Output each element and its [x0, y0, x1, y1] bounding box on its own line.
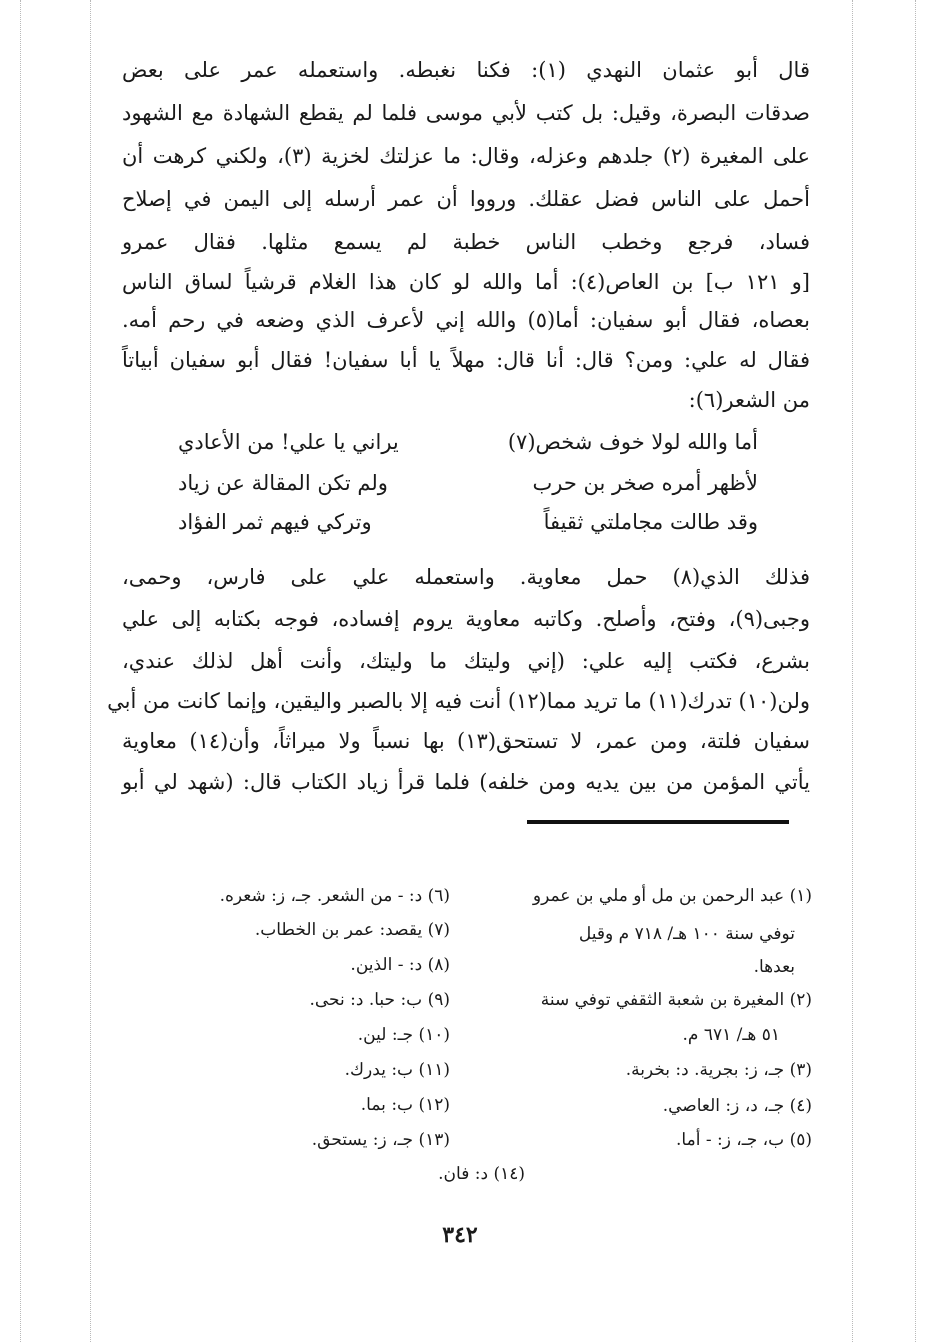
body-line: على المغيرة (٢) جلدهم وعزله، وقال: ما عزلتك لخزية (٣)، ولكني كرهت أن: [122, 144, 810, 168]
body-line: [و ١٢١ ب] بن العاص(٤): أما والله لو كان هذا الغلام قرشياً لساق الناس: [122, 270, 810, 294]
body-line: بعصاه، فقال أبو سفيان: أما(٥) والله إني لأعرف الذي وضعه في رحم أمه.: [122, 308, 810, 332]
verse-right-hemistich: لأظهر أمره صخر بن حرب: [532, 471, 758, 495]
footnote: (٦) د: - من الشعر. جـ، ز: شعره.: [219, 886, 450, 906]
footnote: (٢) المغيرة بن شعبة الثقفي توفي سنة: [540, 990, 812, 1010]
footnote: (١٤) د: فان.: [438, 1164, 525, 1184]
verse-left-hemistich: وتركي فيهم ثمر الفؤاد: [178, 510, 372, 534]
footnote: (١٣) جـ، ز: يستحق.: [311, 1130, 450, 1150]
body-line: سفيان فلتة، ومن عمر، لا تستحق(١٣) بها نسباً ولا ميراثاً، وأن(١٤) معاوية: [122, 729, 811, 753]
body-line: صدقات البصرة، وقيل: بل كتب لأبي موسى فلما لم يقطع الشهادة مع الشهود: [122, 101, 810, 125]
footnote: (٨) د: - الذين.: [350, 955, 450, 975]
footnote: (٤) جـ، د، ز: العاصي.: [662, 1096, 812, 1116]
footnote: (٣) جـ، ز: بجرية. د: بخربة.: [625, 1060, 812, 1080]
footnote: (١٠) جـ: لين.: [357, 1025, 450, 1045]
footnote: بعدها.: [753, 957, 795, 977]
verse-left-hemistich: ولم تكن المقالة عن زياد: [178, 471, 388, 495]
footnote-separator: [527, 820, 789, 824]
page-number: ٣٤٢: [442, 1222, 478, 1248]
footnote: (٧) يقصد: عمر بن الخطاب.: [254, 920, 450, 940]
scan-artifact-line: [90, 0, 91, 1342]
footnote: ٥١ هـ/ ٦٧١ م.: [682, 1025, 780, 1045]
footnote: توفي سنة ١٠٠ هـ/ ٧١٨ م وقيل: [578, 924, 795, 944]
body-line: يأتي المؤمن من بين يديه ومن خلفه) فلما قرأ زياد الكتاب قال: (شهد لي أبو: [122, 770, 810, 794]
body-line: ولن(١٠) تدرك(١١) ما تريد مما(١٢) أنت فيه إلا بالصبر واليقين، وإنما كانت من أبي: [107, 689, 810, 713]
footnote: (٥) ب، جـ، ز: - أما.: [676, 1130, 812, 1150]
body-line: قال أبو عثمان النهدي (١): فكنا نغبطه. واستعمله عمر على بعض: [122, 58, 810, 82]
scan-artifact-line: [20, 0, 21, 1342]
verse-right-hemistich: وقد طالت مجاملتي ثقيفاً: [543, 510, 758, 534]
scan-artifact-line: [852, 0, 853, 1342]
body-line: فقال له علي: ومن؟ قال: أنا قال: مهلاً يا أبا سفيان! فقال أبو سفيان أبياتاً: [122, 348, 810, 372]
body-line: من الشعر(٦):: [688, 388, 810, 412]
footnote: (٩) ب: حبا. د: نحى.: [309, 990, 450, 1010]
footnote: (١٢) ب: بما.: [360, 1095, 450, 1115]
scan-artifact-line: [915, 0, 916, 1342]
verse-left-hemistich: يراني يا علي! من الأعادي: [178, 430, 399, 454]
body-line: فساد، فرجع وخطب الناس خطبة لم يسمع مثلها. فقال عمرو: [122, 230, 810, 254]
verse-right-hemistich: أما والله لولا خوف شخص(٧): [507, 430, 758, 454]
body-line: أحمل على الناس فضل عقلك. ورووا أن عمر أرسله إلى اليمن في إصلاح: [122, 187, 810, 211]
body-line: فذلك الذي(٨) حمل معاوية. واستعمله علي على فارس، وحمى،: [122, 565, 810, 589]
footnote: (١) عبد الرحمن بن مل أو ملي بن عمرو: [532, 886, 812, 906]
footnote: (١١) ب: يدرك.: [344, 1060, 450, 1080]
body-line: وجبى(٩)، وفتح، وأصلح. وكاتبه معاوية يروم إفساده، فوجه بكتابه إلى علي: [122, 607, 810, 631]
body-line: بشرع، فكتب إليه علي: (إني وليتك ما وليتك، وأنت أهل لذلك عندي،: [122, 649, 810, 673]
